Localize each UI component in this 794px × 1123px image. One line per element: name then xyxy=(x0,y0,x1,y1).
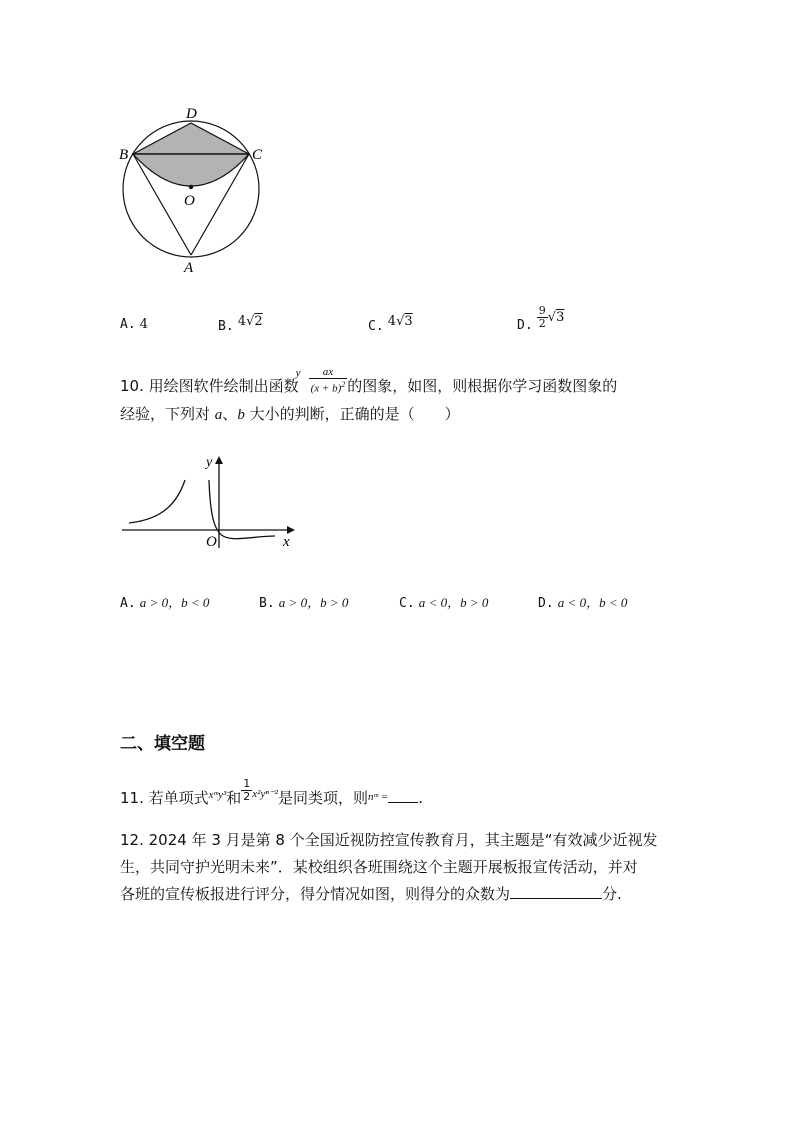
q12-line2: 生，共同守护光明未来”．某校组织各班围绕这个主题开展板报宣传活动，并对 xyxy=(120,858,638,876)
q10-option-c[interactable]: C. a < 0，b > 0 xyxy=(399,595,489,611)
q9-option-c[interactable]: C. 4√3 xyxy=(368,314,413,334)
answer-blank[interactable] xyxy=(388,788,418,803)
answer-blank[interactable] xyxy=(510,884,602,899)
q9-option-a[interactable]: A. 4 xyxy=(120,317,149,332)
origin-label: O xyxy=(206,534,217,550)
sqrt-symbol: √ xyxy=(396,314,405,329)
sqrt-symbol: √ xyxy=(547,310,557,325)
label-B: B xyxy=(119,147,129,163)
q12-line3: 各班的宣传板报进行评分，得分情况如图，则得分的众数为 分. xyxy=(120,885,622,903)
label-A: A xyxy=(184,260,194,276)
section-title: 二、填空题 xyxy=(120,734,205,754)
fraction: $\frac{1}{2}$ xyxy=(243,777,251,803)
sqrt-symbol: √ xyxy=(246,314,255,329)
q9-option-d[interactable]: D. $\frac{9}{2}$ √3 xyxy=(517,304,565,333)
axis-label-y: y xyxy=(206,455,213,470)
function-graph xyxy=(115,450,300,550)
question-10 xyxy=(120,366,690,429)
q10-line1: 10. 用绘图软件绘制出函数 y $\frac{ax}{(x + b)^2}$ 的图象，如图，则根据你学习函数图象的 xyxy=(120,366,618,395)
question-11: 11. 若单项式$^{xᵐy^3}$和 $\frac{1}{2}$ $^{x^2y^{n-2}}$是同类项，则$^{nᵐ =}$ . xyxy=(120,777,423,807)
label-O: O xyxy=(184,193,195,209)
function-formula: y $\frac{ax}{(x + b)^2}$ xyxy=(295,366,346,395)
q10-line2: 经验，下列对 a、b 大小的判断，正确的是（ ） xyxy=(120,404,460,423)
circle-figure xyxy=(110,100,280,280)
q10-option-d[interactable]: D. a < 0，b < 0 xyxy=(538,595,628,611)
fraction: $\frac{9}{2}$ xyxy=(538,304,546,330)
q9-option-b[interactable]: B. 4√2 xyxy=(218,314,263,334)
q10-option-a[interactable]: A. a > 0，b < 0 xyxy=(120,595,210,611)
q12-line1: 12. 2024 年 3 月是第 8 个全国近视防控宣传教育月，其主题是“有效减少近视发 xyxy=(120,831,658,849)
label-D: D xyxy=(186,106,197,122)
question-12 xyxy=(120,827,690,908)
q10-option-b[interactable]: B. a > 0，b > 0 xyxy=(259,595,349,611)
label-C: C xyxy=(252,147,263,163)
axis-label-x: x xyxy=(283,534,290,550)
